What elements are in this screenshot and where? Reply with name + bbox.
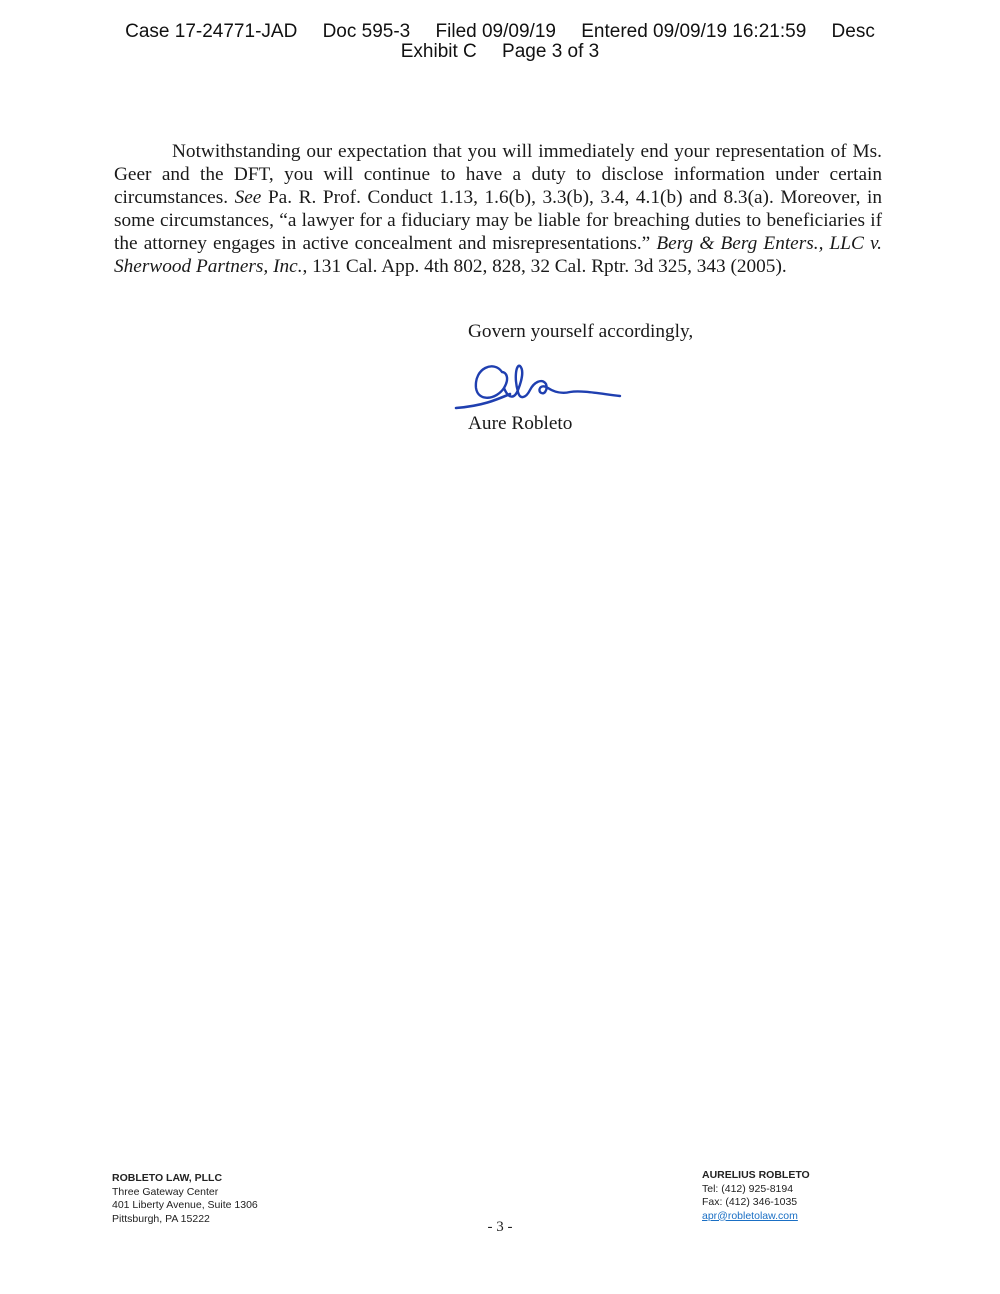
case-citation: Berg & Berg Enters., LLC v. Sherwood Partners, Inc. (114, 233, 882, 277)
fax-number: Fax: (412) 346-1035 (702, 1196, 798, 1208)
body-text-segment: Notwithstanding our expectation that you will immediately end your representation of Ms. Geer and the DFT, you will continue to have a duty to disclose information under certain circumstances. (114, 141, 882, 208)
document-number: Doc 595-3 (322, 21, 411, 42)
address-line: Pittsburgh, PA 15222 (112, 1212, 210, 1225)
body-text-segment: , 131 Cal. App. 4th 802, 828, 32 Cal. Rptr. 3d 325, 343 (2005). (302, 256, 787, 277)
exhibit-label: Exhibit C (400, 41, 477, 62)
firm-address-block (112, 1172, 258, 1226)
address-line: Three Gateway Center (112, 1185, 219, 1198)
attorney-contact-block (702, 1169, 810, 1223)
attorney-name: AURELIUS ROBLETO (702, 1169, 810, 1181)
case-number: Case 17-24771-JAD (125, 21, 298, 42)
filed-date: Filed 09/09/19 (435, 21, 556, 42)
letter-body (114, 140, 882, 278)
closing-line: Govern yourself accordingly, (468, 321, 694, 342)
citation-signal: See (234, 187, 262, 208)
handwritten-signature (452, 350, 627, 420)
phone-number: Tel: (412) 925-8194 (702, 1182, 794, 1195)
page-count: Page 3 of 3 (502, 41, 600, 62)
firm-name: ROBLETO LAW, PLLC (112, 1172, 223, 1184)
case-header-line-2 (0, 42, 1000, 62)
desc-label: Desc (831, 21, 875, 42)
address-line: 401 Liberty Avenue, Suite 1306 (112, 1199, 258, 1211)
case-header (0, 22, 1000, 62)
body-paragraph (114, 140, 882, 278)
entered-date: Entered 09/09/19 16:21:59 (581, 21, 807, 42)
email-link[interactable]: apr@robletolaw.com (702, 1209, 798, 1222)
case-header-line-1 (0, 22, 1000, 42)
body-text-segment: Pa. R. Prof. Conduct 1.13, 1.6(b), 3.3(b), 3.4, 4.1(b) and 8.3(a). Moreover, in some circumstances, “a lawyer for a fiduciary may be liable for breaching duties to beneficiaries if the attorney engages in active concealment and misrepresentations.” (114, 187, 882, 254)
page-number: - 3 - (487, 1219, 513, 1235)
signer-name: Aure Robleto (468, 413, 573, 434)
